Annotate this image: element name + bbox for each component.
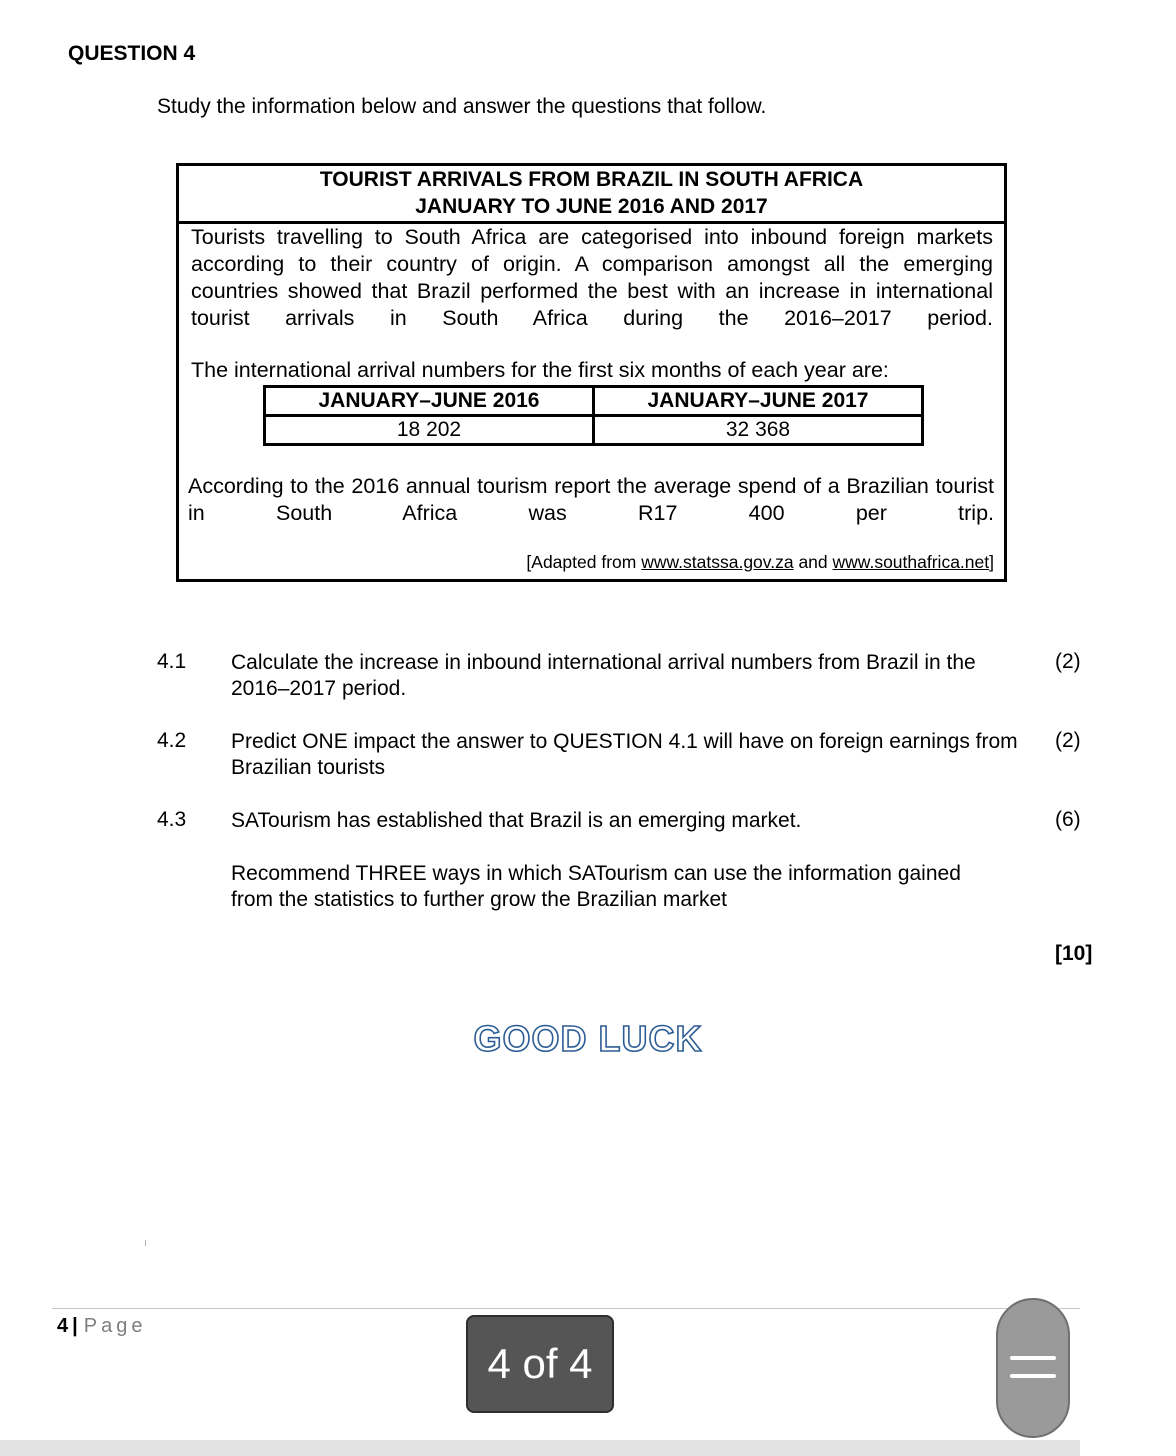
question-text-4-3-part-2: Recommend THREE ways in which SATourism can use the information gained from the statistics to further grow the Brazilian market — [231, 862, 961, 911]
question-marks-4-2: (2) — [1055, 729, 1081, 752]
question-marks-4-1: (2) — [1055, 650, 1081, 673]
info-box — [176, 163, 1007, 582]
source-middle: and — [793, 552, 833, 572]
table-value-2017: 32 368 — [594, 416, 923, 445]
total-marks: [10] — [1055, 942, 1093, 965]
table-header-2017: JANUARY–JUNE 2017 — [594, 387, 923, 416]
table-header-2016: JANUARY–JUNE 2016 — [265, 387, 594, 416]
info-box-title — [179, 166, 1004, 224]
table-value-2016: 18 202 — [265, 416, 594, 445]
page-indicator: 4 of 4 — [466, 1315, 614, 1413]
question-marks-4-3: (6) — [1055, 808, 1081, 831]
intro-text: Study the information below and answer the questions that follow. — [157, 95, 767, 118]
source-prefix: [Adapted from — [526, 552, 642, 572]
source-link-statssa[interactable]: www.statssa.gov.za — [641, 552, 794, 572]
table-row — [265, 416, 923, 445]
info-paragraph-1: Tourists travelling to South Africa are categorised into inbound foreign markets according to their country of origin. A comparison amongst all the emerging countries showed that Brazil performed the best with an increase in international tourist arrivals in South Africa during the 2016–2017 period. — [191, 225, 993, 330]
source-suffix: ] — [989, 552, 994, 572]
question-number-4-2: 4.2 — [157, 729, 187, 752]
bottom-bar — [0, 1440, 1080, 1456]
footer-separator: | — [72, 1315, 78, 1337]
title-line-1: TOURIST ARRIVALS FROM BRAZIL IN SOUTH AFRICA — [319, 168, 864, 191]
question-number-4-1: 4.1 — [157, 650, 187, 673]
scrollbar-handle[interactable] — [996, 1298, 1070, 1438]
title-line-2: JANUARY TO JUNE 2016 AND 2017 — [415, 195, 768, 218]
question-number-4-3: 4.3 — [157, 808, 187, 831]
footer-page-label — [57, 1315, 146, 1338]
question-text-4-1: Calculate the increase in inbound international arrival numbers from Brazil in the 2016–2017 period. — [231, 651, 976, 700]
source-citation — [526, 552, 994, 573]
arrivals-table — [263, 385, 924, 446]
info-paragraph-3: According to the 2016 annual tourism report the average spend of a Brazilian tourist in South Africa was R17 400 per trip. — [188, 474, 994, 525]
table-header-row — [265, 387, 923, 416]
divider — [145, 1240, 146, 1246]
grip-line-icon — [1010, 1356, 1056, 1360]
question-heading: QUESTION 4 — [68, 42, 196, 65]
footer-page-word: Page — [83, 1315, 147, 1337]
grip-line-icon — [1010, 1374, 1056, 1378]
question-text-4-2: Predict ONE impact the answer to QUESTION 4.1 will have on foreign earnings from Brazilian tourists — [231, 730, 1018, 779]
good-luck-text: GOOD LUCK — [473, 1018, 703, 1059]
footer-page-number: 4 — [57, 1315, 69, 1337]
footer-divider — [52, 1308, 1080, 1309]
question-text-4-3: SATourism has established that Brazil is an emerging market. — [231, 809, 802, 832]
info-paragraph-2: The international arrival numbers for the first six months of each year are: — [191, 358, 889, 382]
source-link-southafrica[interactable]: www.southafrica.net — [832, 552, 990, 572]
